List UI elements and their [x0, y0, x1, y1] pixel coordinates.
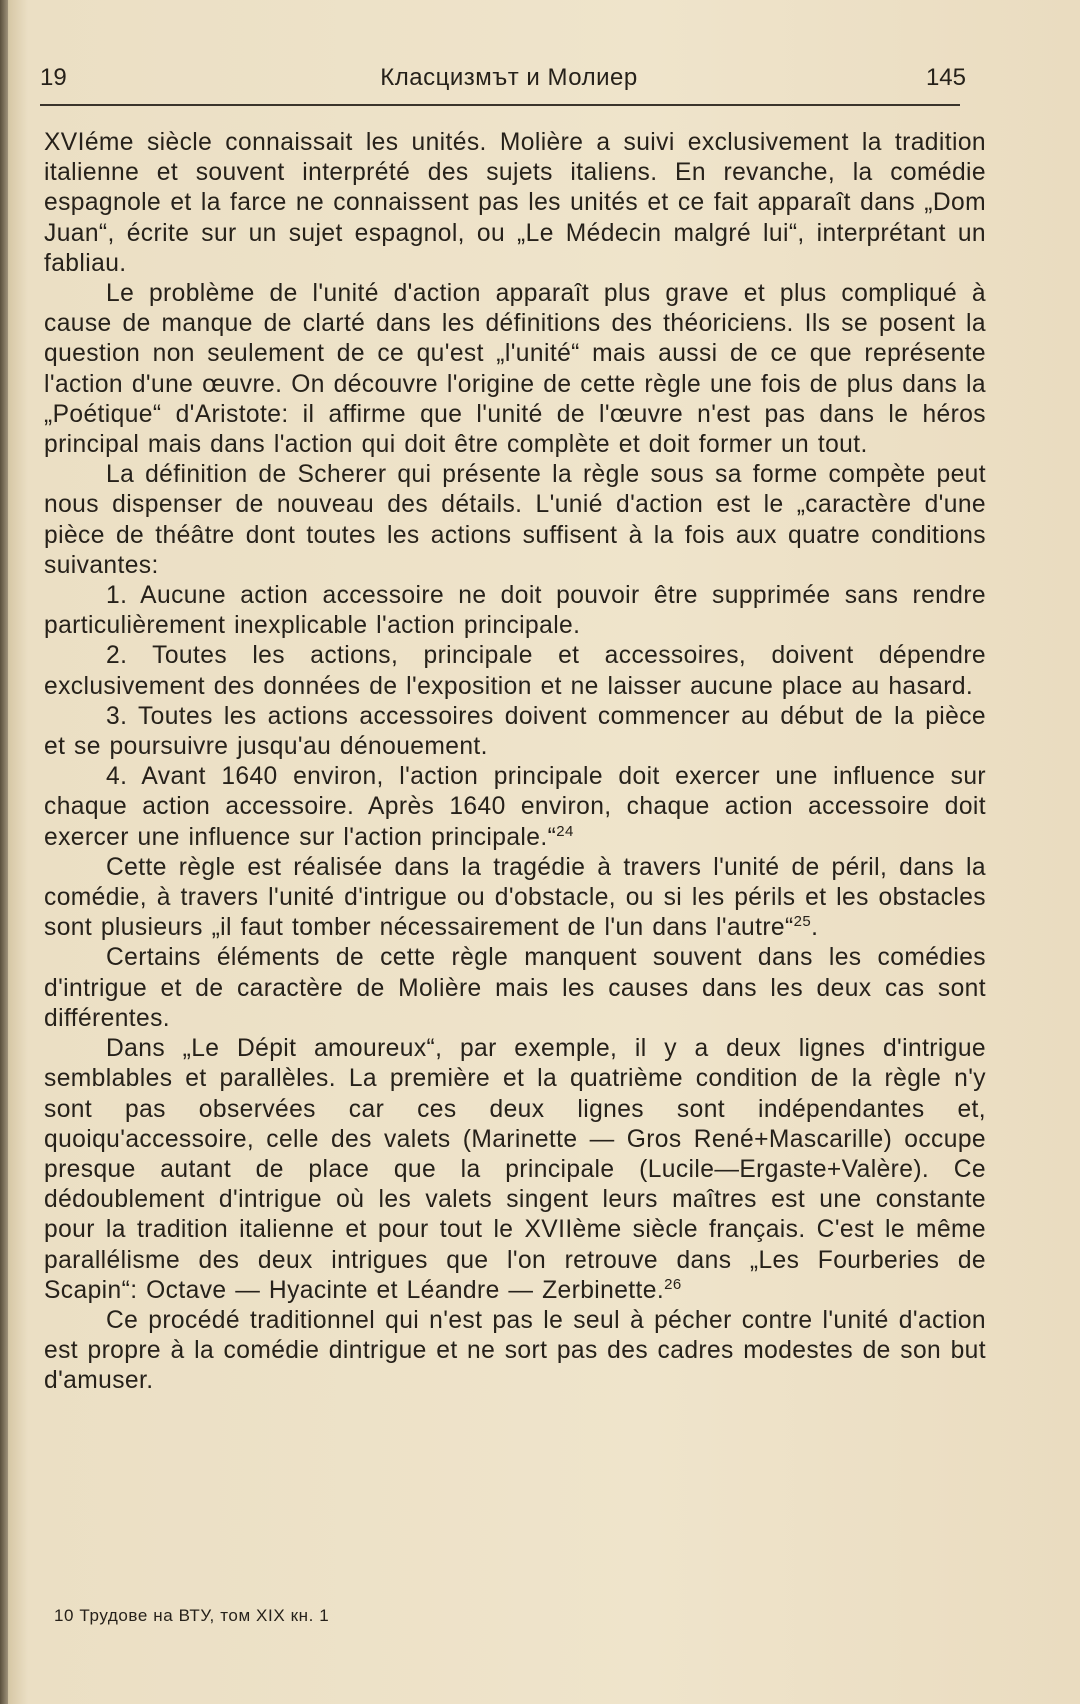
footnote-ref[interactable]: 26 [664, 1275, 682, 1293]
paragraph-continuation: XVIéme siècle connaissait les unités. Molière a suivi exclusivement la tradition italienne et souvent interprété des sujets italiens. En revanche, la comédie espagnole et la farce ne connaissent pas les unités et ce fait apparaît dans „Dom Juan“, écrite sur un sujet espagnol, ou „Le Médecin malgré lui“, interprétant un fabliau. [44, 129, 986, 277]
book-binding-edge [0, 0, 8, 1704]
body-text [44, 128, 986, 1397]
page-number-left: 19 [40, 64, 67, 91]
list-item-condition-3: 3. Toutes les actions accessoires doivent commencer au début de la pièce et se poursuivre jusqu'au dénouement. [44, 702, 986, 761]
paragraph: Ce procédé traditionnel qui n'est pas le seul à pécher contre l'unité d'action est propre à la comédie dintrigue et ne sort pas des cadres modestes de son but d'amuser. [44, 1306, 986, 1395]
list-item-condition-4: 4. Avant 1640 environ, l'action principale doit exercer une influence sur chaque action accessoire. Après 1640 environ, chaque action accessoire doit exercer une influence sur l'action principale.“$^{24}$ [44, 763, 986, 851]
list-item-condition-2: 2. Toutes les actions, principale et accessoires, doivent dépendre exclusivement des données de l'exposition et ne laisser aucune place au hasard. [44, 642, 986, 700]
running-header [40, 60, 978, 96]
paragraph: Dans „Le Dépit amoureux“, par exemple, il y a deux lignes d'intrigue semblables et parallèles. La première et la quatrième condition de la règle n'y sont pas observées car ces deux lignes sont indépendantes et, quoiqu'accessoire, celle des valets (Marinette — Gros René+Mascarille) occupe presque autant de place que la principale (Lucile—Ergaste+Valère). Ce dédoublement d'intrigue où les valets singent leurs maîtres est une constante pour la tradition italienne et pour tout le XVIIème siècle français. C'est le même parallélisme des deux intrigues que l'on retrouve dans „Les Fourberies de Scapin“: Octave — Hyacinte et Léandre — Zerbinette.$^{26}$ [44, 1035, 986, 1304]
paragraph: Certains éléments de cette règle manquent souvent dans les comédies d'intrigue et de caractère de Molière mais les causes dans les deux cas sont différentes. [44, 944, 986, 1032]
paragraph: Cette règle est réalisée dans la tragédie à travers l'unité de péril, dans la comédie, à travers l'unité d'intrigue ou d'obstacle, ou si les périls et les obstacles sont plusieurs „il faut tomber nécessairement de l'un dans l'autre“$^{25}$. [44, 853, 986, 942]
page-number-right: 145 [925, 64, 966, 91]
footnote-ref[interactable]: 24 [556, 822, 574, 840]
running-title: Класцизмът и Молиер [380, 64, 638, 91]
signature-footer: 10 Трудове на ВТУ, том XIX кн. 1 [54, 1606, 330, 1625]
paragraph: Le problème de l'unité d'action apparaît plus grave et plus compliqué à cause de manque de clarté dans les définitions des théoriciens. Ils se posent la question non seulement de ce qu'est „l'unité“ mais aussi de ce que représente l'action d'une œuvre. On découvre l'origine de cette règle une fois de plus dans la „Poétique“ d'Aristote: il affirme que l'unité de l'œuvre n'est pas dans le héros principal mais dans l'action qui doit être complète et doit former un tout. [44, 280, 986, 459]
paragraph: La définition de Scherer qui présente la règle sous sa forme compète peut nous dispenser de nouveau des détails. L'unié d'action est le „caractère d'une pièce de théâtre dont toutes les actions suffisent à la fois aux quatre conditions suivantes: [44, 461, 986, 579]
list-item-condition-1: 1. Aucune action accessoire ne doit pouvoir être supprimée sans rendre particulièrement inexplicable l'action principale. [44, 582, 986, 640]
header-rule [40, 104, 960, 106]
footnote-ref[interactable]: 25 [793, 913, 812, 931]
